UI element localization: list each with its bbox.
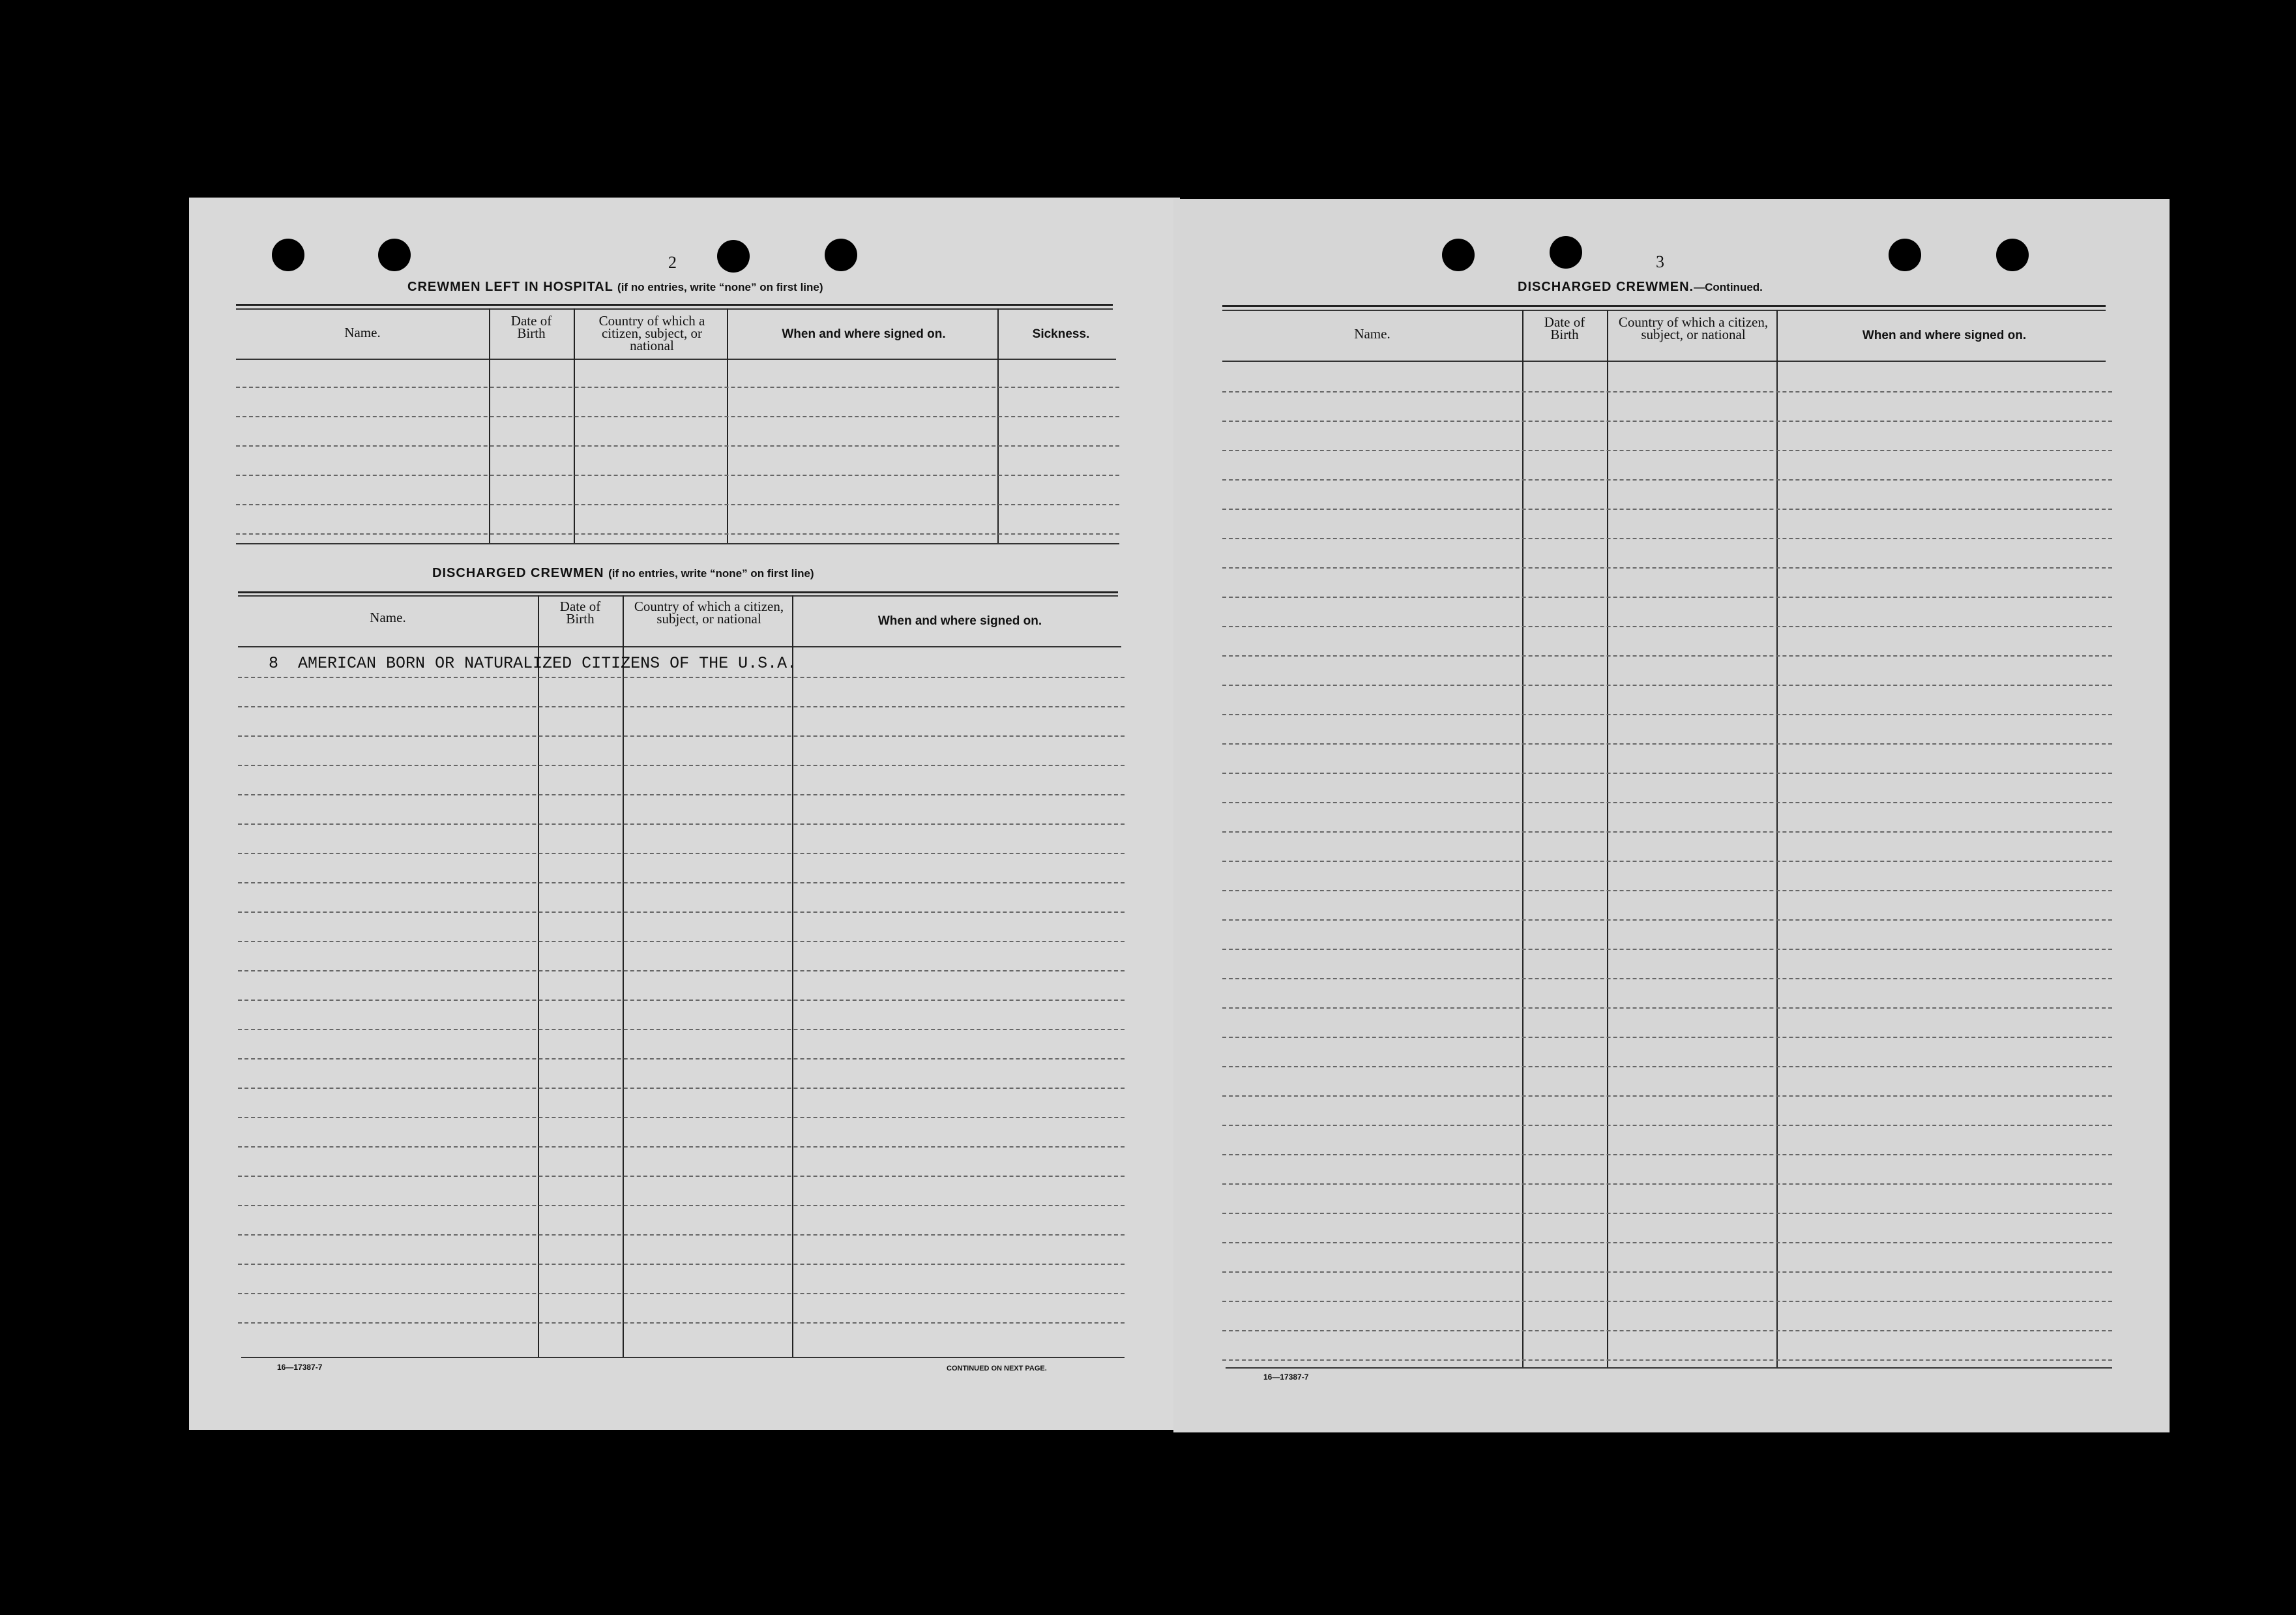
entry-line: [238, 765, 1125, 766]
column-divider: [1522, 310, 1523, 1367]
left-page: [189, 198, 1180, 1430]
entry-line: [1222, 1271, 2112, 1273]
entry-line: [238, 853, 1125, 854]
entry-line: [238, 1088, 1125, 1089]
discharged-title-note: (if no entries, write “none” on first line): [608, 567, 814, 580]
col-signed-on-header: When and where signed on.: [782, 327, 946, 341]
entry-line: [1222, 1242, 2112, 1243]
column-divider: [574, 308, 575, 543]
entry-line: [238, 1234, 1125, 1236]
entry-line: [1222, 1213, 2112, 1214]
entry-line: [1222, 1125, 2112, 1126]
table-bottom-rule: [241, 1357, 1125, 1358]
entry-line: [1222, 597, 2112, 598]
entry-line: [1222, 1154, 2112, 1155]
entry-line: [238, 1117, 1125, 1118]
col-sickness-header: Sickness.: [1032, 327, 1090, 341]
table-top-rule: [238, 591, 1118, 593]
entry-line: [1222, 1095, 2112, 1097]
table-bottom-rule: [1226, 1367, 2112, 1369]
entry-line: [238, 1146, 1125, 1148]
entry-line: [1222, 685, 2112, 686]
table-top-rule: [236, 304, 1113, 306]
entry-line: [1222, 861, 2112, 862]
entry-line: [1222, 1007, 2112, 1009]
punch-hole: [825, 239, 857, 271]
entry-line: [236, 504, 1119, 505]
col-country-header: Country of which a citizen, subject, or national: [634, 599, 784, 627]
entry-line: [1222, 978, 2112, 979]
entry-line: [1222, 450, 2112, 451]
entry-line: [1222, 1330, 2112, 1331]
entry-line: [236, 387, 1119, 388]
entry-line: [238, 1000, 1125, 1001]
entry-line: [1222, 1183, 2112, 1185]
typed-text: AMERICAN BORN OR NATURALIZED CITIZENS OF THE U.S.A.: [298, 654, 797, 673]
column-divider: [792, 595, 793, 1357]
punch-hole: [1442, 239, 1475, 271]
column-divider: [623, 595, 624, 1357]
hospital-title-text: CREWMEN LEFT IN HOSPITAL: [407, 280, 613, 294]
entry-line: [1222, 802, 2112, 803]
entry-line: [1222, 714, 2112, 715]
column-divider: [727, 308, 728, 543]
typed-entry: [269, 654, 797, 673]
entry-line: [1222, 1301, 2112, 1302]
entry-line: [1222, 391, 2112, 393]
entry-line: [1222, 919, 2112, 921]
entry-line: [1222, 655, 2112, 657]
entry-line: [1222, 1037, 2112, 1038]
entry-line: [236, 533, 1119, 535]
entry-line: [1222, 1359, 2112, 1361]
entry-line: [1222, 626, 2112, 627]
entry-line: [238, 911, 1125, 913]
discharged-continued-title: [1518, 280, 1763, 295]
punch-hole: [378, 239, 411, 271]
continued-title-suffix: —Continued.: [1694, 281, 1763, 293]
hospital-title-note: (if no entries, write “none” on first line): [617, 281, 823, 293]
table-top-rule: [236, 308, 1113, 310]
continued-note: CONTINUED ON NEXT PAGE.: [947, 1365, 1047, 1372]
entry-line: [238, 1293, 1125, 1294]
entry-line: [238, 706, 1125, 707]
entry-line: [236, 416, 1119, 417]
table-top-rule: [1222, 310, 2106, 311]
entry-line: [238, 882, 1125, 883]
right-page: [1173, 199, 2170, 1432]
entry-line: [238, 1264, 1125, 1265]
col-dob-header: Date of Birth: [1544, 314, 1585, 342]
hospital-section-title: [407, 280, 823, 295]
continued-title-text: DISCHARGED CREWMEN.: [1518, 280, 1694, 294]
col-name-header: Name.: [370, 610, 406, 625]
col-signed-on-header: When and where signed on.: [877, 614, 1042, 628]
column-divider: [1776, 310, 1778, 1367]
col-name-header: Name.: [1354, 326, 1391, 342]
page-number: 2: [668, 253, 677, 272]
entry-line: [236, 445, 1119, 447]
punch-hole: [1889, 239, 1921, 271]
entry-line: [1222, 890, 2112, 891]
entry-line: [238, 677, 1125, 678]
entry-line: [1222, 949, 2112, 950]
column-divider: [538, 595, 539, 1357]
entry-line: [238, 823, 1125, 825]
typed-count: 8: [269, 654, 279, 673]
entry-line: [1222, 567, 2112, 569]
form-number: 16—17387-7: [1263, 1372, 1309, 1382]
header-bottom-rule: [236, 359, 1116, 360]
table-top-rule: [1222, 305, 2106, 307]
entry-line: [1222, 479, 2112, 481]
entry-line: [238, 941, 1125, 942]
entry-line: [238, 1322, 1125, 1324]
entry-line: [238, 970, 1125, 971]
header-bottom-rule: [238, 646, 1121, 647]
entry-line: [1222, 421, 2112, 422]
col-country-header: Country of which a citizen, subject, or national: [598, 313, 705, 353]
form-number: 16—17387-7: [277, 1363, 323, 1372]
entry-line: [238, 1176, 1125, 1177]
entry-line: [238, 1205, 1125, 1206]
entry-line: [1222, 773, 2112, 774]
punch-hole: [717, 240, 750, 273]
column-divider: [1607, 310, 1608, 1367]
entry-line: [238, 1029, 1125, 1030]
entry-line: [1222, 743, 2112, 745]
entry-line: [236, 475, 1119, 476]
entry-line: [1222, 1066, 2112, 1067]
header-bottom-rule: [1222, 361, 2106, 362]
column-divider: [489, 308, 490, 543]
entry-line: [1222, 509, 2112, 510]
punch-hole: [1550, 236, 1582, 269]
column-divider: [997, 308, 999, 543]
col-dob-header: Date of Birth: [559, 599, 601, 627]
table-top-rule: [238, 595, 1118, 597]
punch-hole: [272, 239, 304, 271]
discharged-title-text: DISCHARGED CREWMEN: [432, 566, 604, 580]
entry-line: [1222, 831, 2112, 833]
entry-line: [1222, 538, 2112, 539]
entry-line: [238, 1058, 1125, 1059]
page-number: 3: [1656, 252, 1664, 271]
col-signed-on-header: When and where signed on.: [1862, 329, 2027, 342]
entry-line: [238, 735, 1125, 737]
col-country-header: Country of which a citizen, subject, or national: [1618, 314, 1769, 342]
table-bottom-rule: [236, 543, 1119, 544]
col-name-header: Name.: [344, 325, 381, 340]
punch-hole: [1996, 239, 2029, 271]
col-dob-header: Date of Birth: [510, 313, 552, 341]
discharged-section-title: [432, 566, 814, 581]
entry-line: [238, 794, 1125, 795]
